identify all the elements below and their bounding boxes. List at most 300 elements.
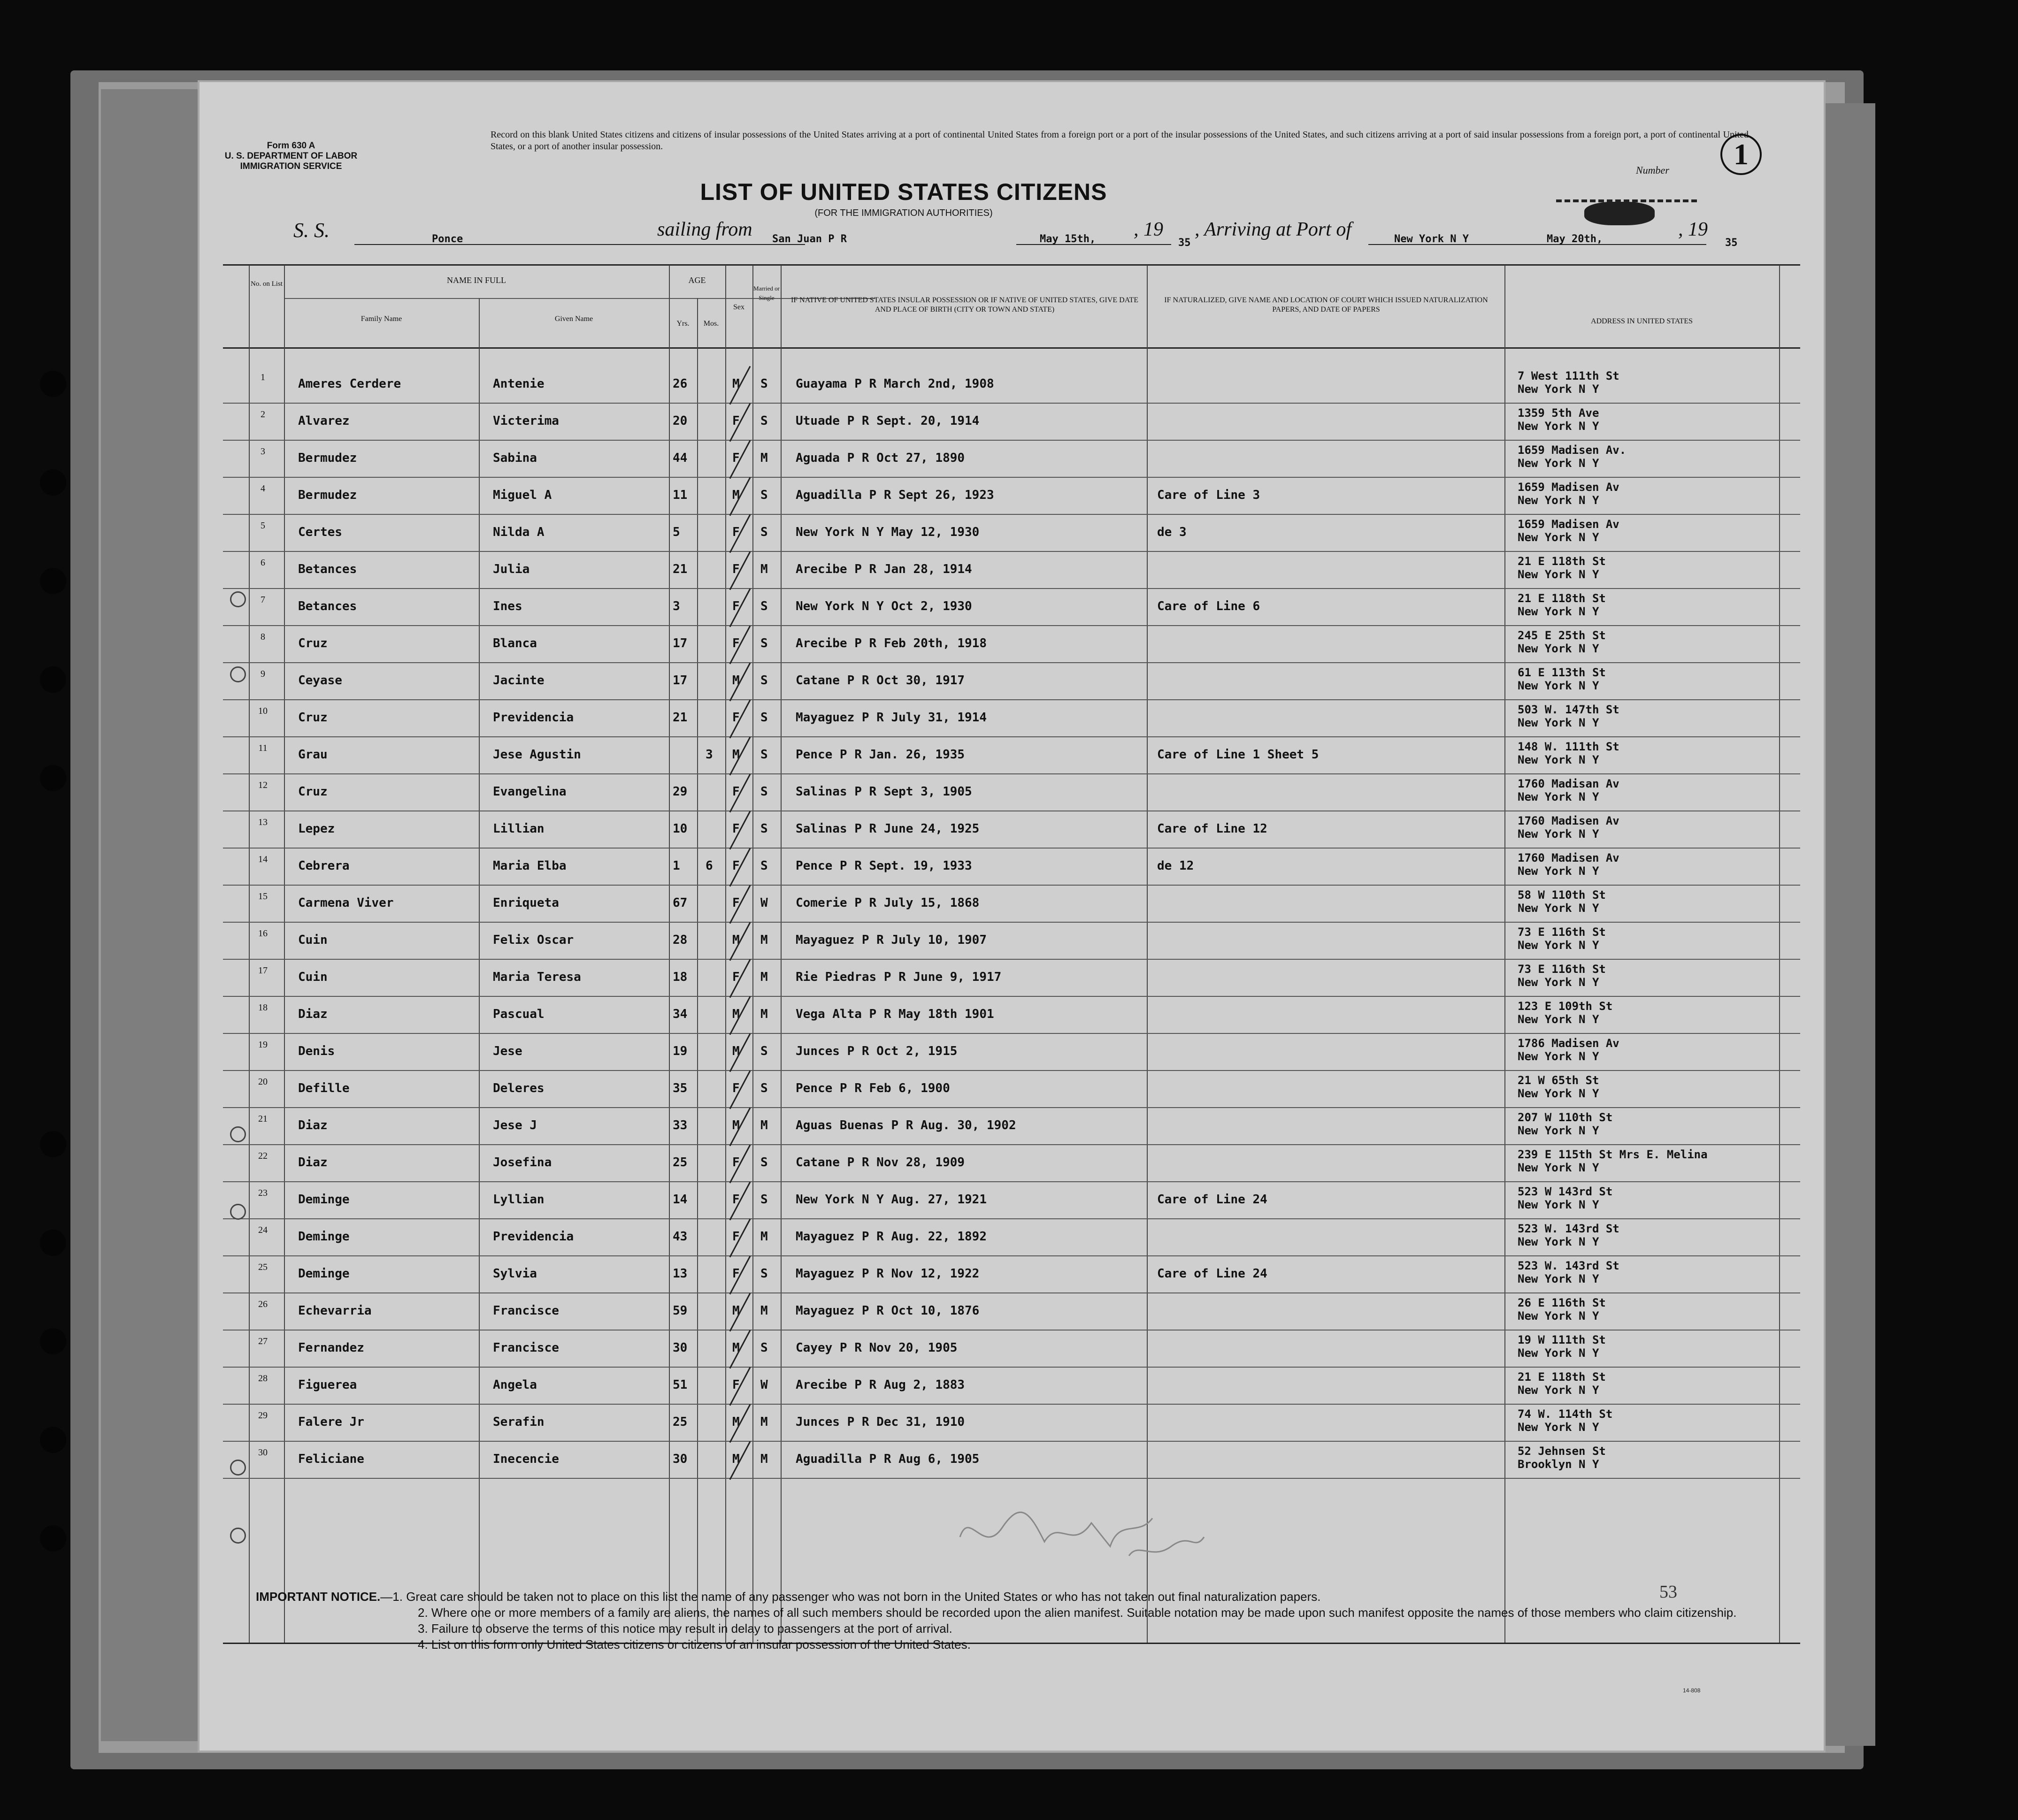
- row-rule: [223, 514, 1800, 515]
- marital-status: W: [760, 1378, 768, 1392]
- marital-status: S: [760, 525, 768, 539]
- row-rule: [223, 1404, 1800, 1405]
- manifest-page: [199, 82, 1824, 1751]
- col-header-married: Married or Single: [753, 285, 780, 301]
- age-years: 35: [673, 1081, 688, 1095]
- age-years: 11: [673, 488, 688, 502]
- address-city: New York N Y: [1518, 716, 1599, 729]
- address-street: 21 E 118th St: [1518, 555, 1606, 568]
- given-name: Victerima: [493, 414, 559, 428]
- marital-status: S: [760, 377, 768, 391]
- address-street: 61 E 113th St: [1518, 666, 1606, 679]
- sex: F: [732, 822, 740, 836]
- sex: M: [732, 488, 740, 502]
- sex: F: [732, 414, 740, 428]
- address-street: 207 W 110th St: [1518, 1111, 1613, 1124]
- family-name: Figuerea: [298, 1378, 357, 1392]
- address-street: 239 E 115th St Mrs E. Melina: [1518, 1148, 1708, 1161]
- given-name: Enriqueta: [493, 896, 559, 910]
- marital-status: S: [760, 859, 768, 873]
- family-name: Carmena Viver: [298, 896, 394, 910]
- given-name: Francisce: [493, 1304, 559, 1318]
- address-city: New York N Y: [1518, 864, 1599, 878]
- naturalization: Care of Line 6: [1157, 599, 1260, 613]
- sex: F: [732, 525, 740, 539]
- row-rule: [223, 1033, 1800, 1034]
- address-city: New York N Y: [1518, 1124, 1599, 1137]
- birth-place-date: Comerie P R July 15, 1868: [796, 896, 980, 910]
- binder-hole: [40, 666, 66, 693]
- column-rule: [1779, 265, 1780, 1643]
- naturalization: Care of Line 24: [1157, 1193, 1267, 1207]
- marital-status: M: [760, 1452, 768, 1466]
- address-street: 523 W 143rd St: [1518, 1185, 1613, 1198]
- age-years: 20: [673, 414, 688, 428]
- marital-status: S: [760, 1267, 768, 1281]
- arrival-year: 35: [1725, 237, 1738, 249]
- sex: M: [732, 1452, 740, 1466]
- number-label: Number: [1636, 164, 1669, 176]
- sex: M: [732, 377, 740, 391]
- ink-smudge: [1584, 202, 1655, 225]
- row-number: 25: [258, 1262, 268, 1272]
- age-years: 19: [673, 1044, 688, 1058]
- sex: M: [732, 673, 740, 688]
- sex: M: [732, 1007, 740, 1021]
- row-rule: [223, 662, 1800, 663]
- birth-place-date: Aguadilla P R Aug 6, 1905: [796, 1452, 980, 1466]
- binder-hole: [40, 568, 66, 594]
- address-city: New York N Y: [1518, 1272, 1599, 1285]
- address-street: 523 W. 143rd St: [1518, 1222, 1619, 1235]
- row-number: 14: [258, 854, 268, 864]
- marital-status: S: [760, 1193, 768, 1207]
- family-name: Deminge: [298, 1267, 350, 1281]
- arrival-port: New York N Y: [1394, 233, 1469, 245]
- row-number: 29: [258, 1410, 268, 1421]
- birth-place-date: Cayey P R Nov 20, 1905: [796, 1341, 958, 1355]
- notice-item-1: —1. Great care should be taken not to place on this list the name of any passenger who was not born in the United States or who has not taken out final naturalization papers.: [380, 1590, 1321, 1604]
- sailing-from: San Juan P R: [772, 233, 847, 245]
- birth-place-date: Guayama P R March 2nd, 1908: [796, 377, 994, 391]
- family-name: Feliciane: [298, 1452, 364, 1466]
- given-name: Lyllian: [493, 1193, 545, 1207]
- given-name: Ines: [493, 599, 522, 613]
- family-name: Deminge: [298, 1193, 350, 1207]
- birth-place-date: New York N Y May 12, 1930: [796, 525, 980, 539]
- marital-status: M: [760, 1230, 768, 1244]
- address-street: 73 E 116th St: [1518, 925, 1606, 939]
- age-years: 18: [673, 970, 688, 984]
- address-street: 21 W 65th St: [1518, 1074, 1599, 1087]
- address-city: New York N Y: [1518, 1235, 1599, 1248]
- age-years: 1: [673, 859, 680, 873]
- sex: F: [732, 1193, 740, 1207]
- row-number: 8: [261, 632, 265, 642]
- birth-place-date: Arecibe P R Feb 20th, 1918: [796, 636, 987, 650]
- birth-place-date: New York N Y Aug. 27, 1921: [796, 1193, 987, 1207]
- address-street: 503 W. 147th St: [1518, 703, 1619, 716]
- family-name: Falere Jr: [298, 1415, 364, 1429]
- row-rule: [223, 773, 1800, 774]
- address-street: 7 West 111th St: [1518, 369, 1619, 382]
- given-name: Blanca: [493, 636, 537, 650]
- address-street: 123 E 109th St: [1518, 1000, 1613, 1013]
- address-city: New York N Y: [1518, 568, 1599, 581]
- col-header-naturalized: IF NATURALIZED, GIVE NAME AND LOCATION OF COURT WHICH ISSUED NATURALIZATION PAPERS, AND DATE OF PAPERS: [1164, 296, 1488, 314]
- family-name: Diaz: [298, 1155, 328, 1170]
- binder-hole: [40, 1230, 66, 1256]
- row-rule: [223, 1478, 1800, 1479]
- row-rule: [223, 885, 1800, 886]
- marital-status: S: [760, 488, 768, 502]
- column-rule: [249, 265, 250, 1643]
- ship-name: Ponce: [432, 233, 463, 245]
- address-city: New York N Y: [1518, 1050, 1599, 1063]
- given-name: Sabina: [493, 451, 537, 465]
- ss-label: S. S.: [293, 219, 330, 242]
- row-number: 18: [258, 1002, 268, 1013]
- row-rule: [223, 625, 1800, 626]
- naturalization: Care of Line 12: [1157, 822, 1267, 836]
- binder-hole: [40, 469, 66, 496]
- row-number: 1: [261, 372, 265, 382]
- birth-place-date: Mayaguez P R Nov 12, 1922: [796, 1267, 980, 1281]
- sex: M: [732, 1304, 740, 1318]
- row-number: 10: [258, 706, 268, 716]
- sex: M: [732, 933, 740, 947]
- address-city: New York N Y: [1518, 1384, 1599, 1397]
- address-street: 1659 Madisen Av.: [1518, 444, 1627, 457]
- punch-mark: [230, 591, 246, 607]
- row-number: 7: [261, 595, 265, 605]
- notice-heading: IMPORTANT NOTICE.: [256, 1590, 381, 1604]
- given-name: Jese Agustin: [493, 748, 581, 762]
- age-years: 29: [673, 785, 688, 799]
- sex: M: [732, 1044, 740, 1058]
- given-name: Previdencia: [493, 711, 574, 725]
- col-header-family: Family Name: [361, 315, 402, 323]
- sex: M: [732, 1415, 740, 1429]
- family-name: Bermudez: [298, 451, 357, 465]
- marital-status: S: [760, 1044, 768, 1058]
- age-years: 30: [673, 1452, 688, 1466]
- row-number: 21: [258, 1114, 268, 1124]
- sex: F: [732, 599, 740, 613]
- address-city: New York N Y: [1518, 679, 1599, 692]
- age-years: 21: [673, 711, 688, 725]
- row-number: 13: [258, 817, 268, 827]
- column-rule: [669, 265, 670, 1643]
- sex: M: [732, 1341, 740, 1355]
- row-number: 24: [258, 1225, 268, 1235]
- row-number: 17: [258, 965, 268, 976]
- birth-place-date: Salinas P R Sept 3, 1905: [796, 785, 972, 799]
- marital-status: M: [760, 970, 768, 984]
- address-city: New York N Y: [1518, 902, 1599, 915]
- given-name: Inecencie: [493, 1452, 559, 1466]
- family-name: Lepez: [298, 822, 335, 836]
- sailing-label: sailing from: [657, 219, 752, 240]
- age-months: 3: [706, 748, 713, 762]
- form-code: 14-808: [1683, 1687, 1701, 1694]
- family-name: Denis: [298, 1044, 335, 1058]
- birth-place-date: Aguadilla P R Sept 26, 1923: [796, 488, 994, 502]
- row-rule: [223, 403, 1800, 404]
- row-rule: [223, 1218, 1800, 1219]
- row-number: 27: [258, 1336, 268, 1346]
- naturalization: Care of Line 1 Sheet 5: [1157, 748, 1319, 762]
- row-number: 20: [258, 1077, 268, 1087]
- year-prefix: , 19: [1134, 219, 1163, 240]
- given-name: Serafin: [493, 1415, 545, 1429]
- birth-place-date: Mayaguez P R July 31, 1914: [796, 711, 987, 725]
- address-city: New York N Y: [1518, 420, 1599, 433]
- marital-status: S: [760, 414, 768, 428]
- address-street: 1786 Madisen Av: [1518, 1037, 1619, 1050]
- address-city: New York N Y: [1518, 1309, 1599, 1323]
- notice-item-2: 2. Where one or more members of a family are aliens, the names of all such members should be recorded upon the alien manifest. Suitable notation may be made upon such manifest opposite the names of those members who claim citizenship.: [418, 1606, 1737, 1620]
- sex: F: [732, 451, 740, 465]
- sex: M: [732, 1118, 740, 1132]
- row-rule: [223, 1107, 1800, 1108]
- address-street: 26 E 116th St: [1518, 1296, 1606, 1309]
- birth-place-date: Junces P R Oct 2, 1915: [796, 1044, 958, 1058]
- family-name: Cruz: [298, 711, 328, 725]
- family-name: Cruz: [298, 636, 328, 650]
- row-number: 2: [261, 409, 265, 420]
- birth-place-date: Pence P R Feb 6, 1900: [796, 1081, 950, 1095]
- row-number: 9: [261, 669, 265, 679]
- family-name: Cuin: [298, 970, 328, 984]
- address-street: 1359 5th Ave: [1518, 406, 1599, 420]
- family-name: Certes: [298, 525, 342, 539]
- family-name: Cuin: [298, 933, 328, 947]
- given-name: Jese J: [493, 1118, 537, 1132]
- sex: F: [732, 1081, 740, 1095]
- address-city: New York N Y: [1518, 939, 1599, 952]
- birth-place-date: Mayaguez P R July 10, 1907: [796, 933, 987, 947]
- address-city: New York N Y: [1518, 1421, 1599, 1434]
- age-years: 5: [673, 525, 680, 539]
- row-number: 6: [261, 558, 265, 568]
- age-years: 3: [673, 599, 680, 613]
- arriving-label: , Arriving at Port of: [1195, 219, 1352, 240]
- col-header-sex: Sex: [733, 303, 744, 311]
- row-rule: [223, 848, 1800, 849]
- page-subtitle: (FOR THE IMMIGRATION AUTHORITIES): [814, 208, 993, 218]
- address-city: New York N Y: [1518, 1087, 1599, 1100]
- address-city: New York N Y: [1518, 753, 1599, 766]
- row-number: 22: [258, 1151, 268, 1161]
- row-rule: [223, 699, 1800, 700]
- form-header: [221, 141, 361, 172]
- page-title: LIST OF UNITED STATES CITIZENS: [700, 179, 1107, 205]
- address-city: New York N Y: [1518, 790, 1599, 803]
- preamble-text: Record on this blank United States citizens and citizens of insular possessions of the United States arriving at a port of continental United States from a foreign port or a port of the insular possessions of the United States, and such citizens arriving at a port of said insular possessions from a foreign port, a port of continental United States, or a port of another insular possession.: [491, 130, 1749, 152]
- address-city: New York N Y: [1518, 605, 1599, 618]
- address-city: Brooklyn N Y: [1518, 1458, 1599, 1471]
- col-header-age: AGE: [688, 275, 706, 285]
- address-city: New York N Y: [1518, 494, 1599, 507]
- age-years: 28: [673, 933, 688, 947]
- age-years: 25: [673, 1155, 688, 1170]
- marital-status: S: [760, 822, 768, 836]
- given-name: Lillian: [493, 822, 545, 836]
- birth-place-date: Mayaguez P R Aug. 22, 1892: [796, 1230, 987, 1244]
- binder-hole: [40, 1328, 66, 1354]
- address-city: New York N Y: [1518, 1198, 1599, 1211]
- marital-status: S: [760, 1341, 768, 1355]
- marital-status: S: [760, 748, 768, 762]
- given-name: Previdencia: [493, 1230, 574, 1244]
- address-city: New York N Y: [1518, 457, 1599, 470]
- address-city: New York N Y: [1518, 1013, 1599, 1026]
- row-number: 26: [258, 1299, 268, 1309]
- arrival-year-prefix: , 19: [1678, 219, 1708, 240]
- given-name: Evangelina: [493, 785, 567, 799]
- row-rule: [223, 1181, 1800, 1182]
- clerk-signature: [951, 1499, 1213, 1565]
- given-name: Nilda A: [493, 525, 545, 539]
- given-name: Angela: [493, 1378, 537, 1392]
- binder-hole: [40, 1427, 66, 1453]
- birth-place-date: Catane P R Nov 28, 1909: [796, 1155, 965, 1170]
- marital-status: S: [760, 785, 768, 799]
- marital-status: S: [760, 711, 768, 725]
- row-number: 11: [258, 743, 268, 753]
- col-header-address: ADDRESS IN UNITED STATES: [1591, 317, 1693, 325]
- birth-place-date: Rie Piedras P R June 9, 1917: [796, 970, 1002, 984]
- age-years: 25: [673, 1415, 688, 1429]
- sex: F: [732, 970, 740, 984]
- notice-item-3: 3. Failure to observe the terms of this notice may result in delay to passengers at the port of arrival.: [418, 1621, 952, 1636]
- birth-place-date: Salinas P R June 24, 1925: [796, 822, 980, 836]
- address-street: 52 Jehnsen St: [1518, 1445, 1606, 1458]
- birth-place-date: Catane P R Oct 30, 1917: [796, 673, 965, 688]
- family-name: Grau: [298, 748, 328, 762]
- marital-status: M: [760, 1007, 768, 1021]
- sex: F: [732, 1378, 740, 1392]
- age-years: 26: [673, 377, 688, 391]
- binder-spine: [101, 89, 199, 1741]
- address-street: 73 E 116th St: [1518, 963, 1606, 976]
- address-street: 74 W. 114th St: [1518, 1407, 1613, 1421]
- age-months: 6: [706, 859, 713, 873]
- sex: F: [732, 859, 740, 873]
- row-number: 15: [258, 891, 268, 902]
- birth-place-date: Utuade P R Sept. 20, 1914: [796, 414, 980, 428]
- age-years: 30: [673, 1341, 688, 1355]
- age-years: 33: [673, 1118, 688, 1132]
- family-name: Defille: [298, 1081, 350, 1095]
- date-underline: [1016, 244, 1171, 245]
- row-rule: [223, 1255, 1800, 1256]
- col-header-yrs: Yrs.: [676, 320, 690, 328]
- punch-mark: [230, 1204, 246, 1220]
- address-street: 1760 Madisen Av: [1518, 851, 1619, 864]
- row-rule: [223, 959, 1800, 960]
- punch-mark: [230, 1460, 246, 1476]
- sex: F: [732, 1230, 740, 1244]
- row-rule: [223, 1292, 1800, 1293]
- header-bottom-border: [223, 347, 1800, 349]
- ship-underline: [354, 244, 805, 245]
- row-number: 23: [258, 1188, 268, 1198]
- family-name: Cebrera: [298, 859, 350, 873]
- given-name: Sylvia: [493, 1267, 537, 1281]
- column-rule: [1504, 265, 1505, 1643]
- address-street: 1760 Madisen Av: [1518, 814, 1619, 827]
- arrival-date: May 20th,: [1547, 233, 1603, 245]
- sex: F: [732, 1267, 740, 1281]
- sailing-year: 35: [1178, 237, 1191, 249]
- table-top-border: [223, 264, 1800, 266]
- age-years: 10: [673, 822, 688, 836]
- address-street: 245 E 25th St: [1518, 629, 1606, 642]
- sex: F: [732, 785, 740, 799]
- row-number: 30: [258, 1447, 268, 1458]
- row-number: 12: [258, 780, 268, 790]
- address-street: 21 E 118th St: [1518, 1370, 1606, 1384]
- given-name: Maria Teresa: [493, 970, 581, 984]
- naturalization: de 12: [1157, 859, 1194, 873]
- row-rule: [223, 440, 1800, 441]
- age-years: 67: [673, 896, 688, 910]
- punch-mark: [230, 1126, 246, 1142]
- punch-mark: [230, 666, 246, 682]
- page-edge: [1824, 103, 1875, 1746]
- address-city: New York N Y: [1518, 642, 1599, 655]
- row-number: 16: [258, 928, 268, 939]
- sex: F: [732, 562, 740, 576]
- address-city: New York N Y: [1518, 1346, 1599, 1360]
- given-name: Francisce: [493, 1341, 559, 1355]
- marital-status: M: [760, 1415, 768, 1429]
- col-header-given: Given Name: [554, 315, 593, 323]
- binder-hole: [40, 1131, 66, 1157]
- birth-place-date: New York N Y Oct 2, 1930: [796, 599, 972, 613]
- column-rule: [1147, 265, 1148, 1643]
- naturalization: Care of Line 3: [1157, 488, 1260, 502]
- age-years: 14: [673, 1193, 688, 1207]
- row-rule: [223, 1330, 1800, 1331]
- age-years: 44: [673, 451, 688, 465]
- sex: F: [732, 1155, 740, 1170]
- row-rule: [223, 1441, 1800, 1442]
- age-years: 17: [673, 636, 688, 650]
- marital-status: S: [760, 1155, 768, 1170]
- row-rule: [223, 922, 1800, 923]
- address-street: 21 E 118th St: [1518, 592, 1606, 605]
- given-name: Antenie: [493, 377, 545, 391]
- family-name: Diaz: [298, 1007, 328, 1021]
- address-street: 148 W. 111th St: [1518, 740, 1619, 753]
- sheet-number: 1: [1720, 134, 1762, 175]
- family-name: Echevarria: [298, 1304, 372, 1318]
- given-name: Maria Elba: [493, 859, 567, 873]
- marital-status: M: [760, 451, 768, 465]
- birth-place-date: Aguas Buenas P R Aug. 30, 1902: [796, 1118, 1016, 1132]
- given-name: Miguel A: [493, 488, 552, 502]
- form-number: Form 630 A: [267, 141, 315, 151]
- address-street: 58 W 110th St: [1518, 888, 1606, 902]
- address-city: New York N Y: [1518, 827, 1599, 841]
- notice-item-4: 4. List on this form only United States citizens or citizens of an insular possession of the United States.: [418, 1637, 971, 1652]
- marital-status: S: [760, 1081, 768, 1095]
- page-number: 53: [1659, 1582, 1677, 1602]
- address-city: New York N Y: [1518, 531, 1599, 544]
